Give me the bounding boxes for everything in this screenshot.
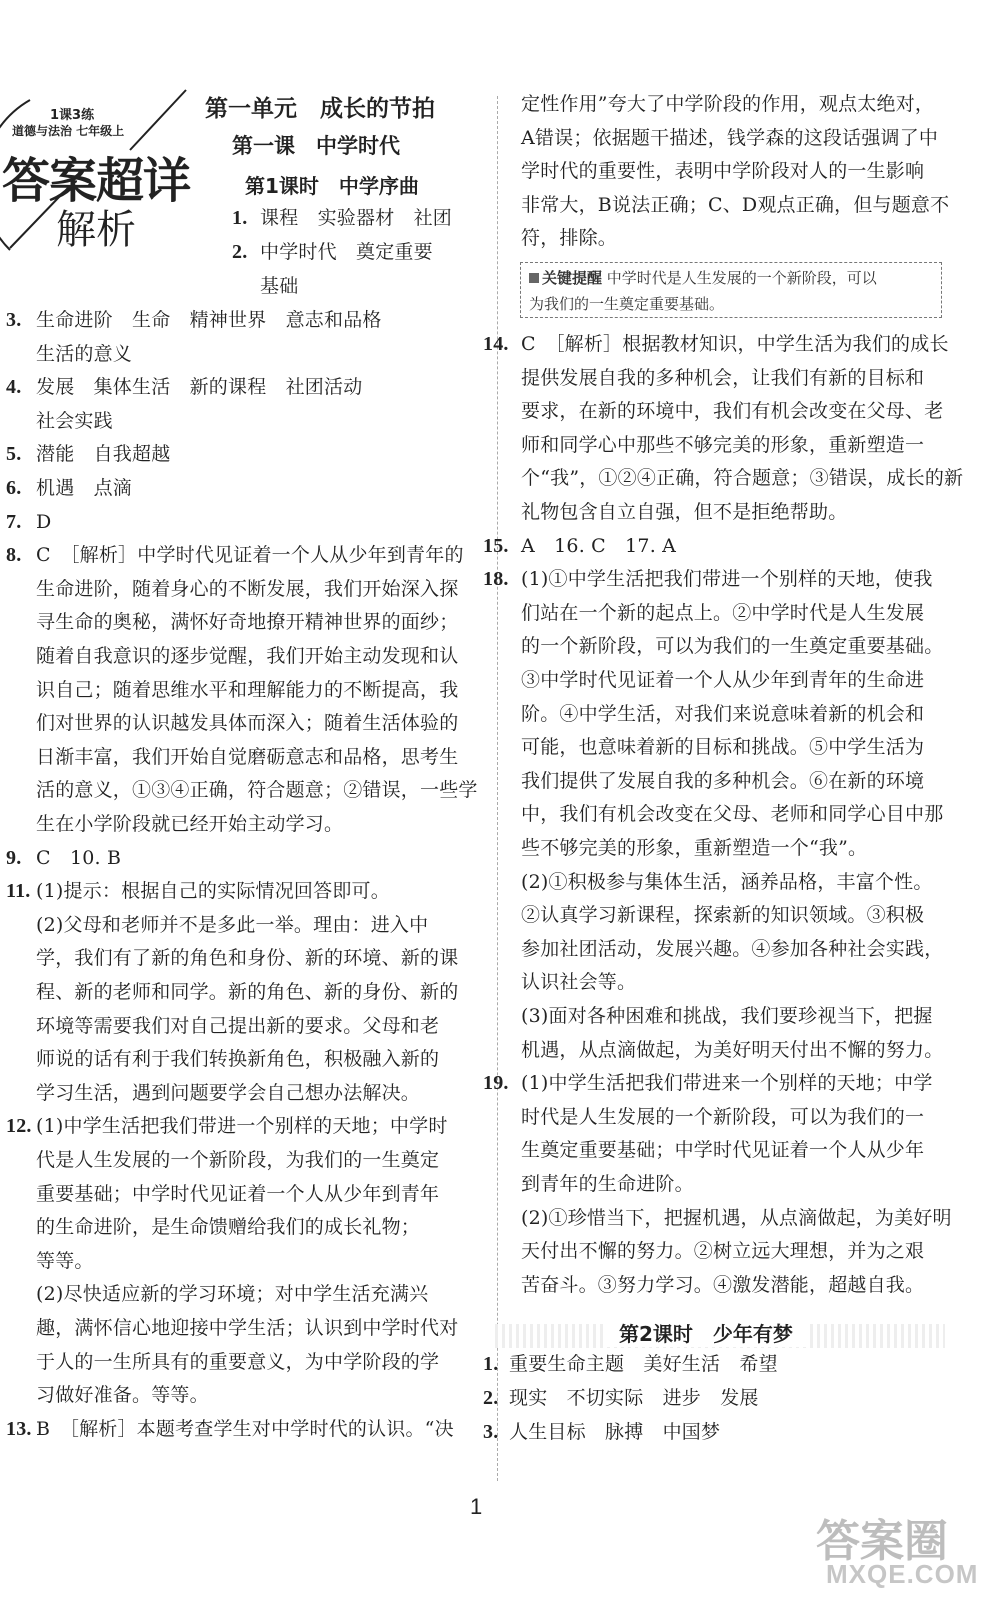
answer-text: (1)①中学生活把我们带进一个别样的天地，使我 xyxy=(521,568,933,591)
left-line xyxy=(6,476,132,500)
right-line xyxy=(483,634,943,658)
left-line xyxy=(232,206,452,230)
right-line xyxy=(483,1138,924,1162)
answer-text: 代是人生发展的一个新阶段，为我们的一生奠定 xyxy=(36,1149,440,1171)
right-line xyxy=(483,567,933,591)
left-line xyxy=(6,577,458,601)
question-number: 14. xyxy=(483,333,509,355)
left-line xyxy=(6,610,458,634)
right-line xyxy=(483,870,933,894)
right-line xyxy=(483,466,963,490)
question-number: 2. xyxy=(232,241,248,263)
right-line xyxy=(483,193,949,217)
key-reminder-box xyxy=(520,262,942,318)
right-line xyxy=(483,1038,943,1062)
question-number: 3. xyxy=(6,309,22,331)
answer-text: 们对世界的认识越发具体而深入；随着生活体验的 xyxy=(36,712,459,735)
left-line xyxy=(232,240,433,264)
right-line xyxy=(483,702,924,726)
answer-text: 师说的话有利于我们转换新角色，积极融入新的 xyxy=(36,1048,440,1071)
answer-text: (1)中学生活把我们带进一个别样的天地；中学时 xyxy=(36,1115,448,1138)
right-line xyxy=(483,433,924,457)
right-line xyxy=(483,1071,933,1095)
right-line xyxy=(483,1206,952,1230)
right-line xyxy=(483,769,924,793)
question-number: 11. xyxy=(6,880,31,903)
left-line xyxy=(6,644,458,668)
right-line xyxy=(483,836,867,860)
left-line xyxy=(6,1316,458,1340)
answer-text: C 10. B xyxy=(36,846,122,869)
left-line xyxy=(232,274,298,298)
left-line xyxy=(6,879,390,903)
right-line xyxy=(483,126,938,150)
question-number: 5. xyxy=(6,443,22,466)
answer-text: (2)①积极参与集体生活，涵养品格，丰富个性。 xyxy=(521,870,933,893)
answer-text: A 16. C 17. A xyxy=(521,534,677,557)
answer-text: 中学时代 奠定重要 xyxy=(260,241,433,263)
right-line xyxy=(483,226,617,250)
logo-big-text: 答案超详 xyxy=(2,153,191,209)
answer-text: 习做好准备。等等。 xyxy=(36,1384,209,1407)
left-line xyxy=(6,913,428,937)
answer-text: 的一个新阶段，可以为我们的一生奠定重要基础。 xyxy=(521,635,944,658)
answer-text: 生奠定重要基础；中学时代见证着一个人从少年 xyxy=(521,1139,925,1162)
right-line xyxy=(483,970,636,994)
left-line xyxy=(6,745,458,769)
reminder-text-1: 中学时代是人生发展的一个新阶段，可以 xyxy=(606,269,877,287)
right-line xyxy=(483,366,924,390)
right-line xyxy=(483,937,943,961)
answer-text: 认识社会等。 xyxy=(521,971,637,994)
question-number: 18. xyxy=(483,568,509,591)
logo-line2: 道德与法治 七年级上 xyxy=(12,124,125,138)
answer-text: 基础 xyxy=(260,275,299,297)
answer-text: 学，我们有了新的角色和身份、新的环境、新的课 xyxy=(36,947,459,970)
left-line xyxy=(6,1383,209,1407)
left-line xyxy=(6,1114,448,1138)
answer-text: 学时代的重要性，表明中学阶段对人的一生影响 xyxy=(521,160,925,183)
period-title: 第1课时 中学序曲 xyxy=(245,174,419,198)
answer-text: 参加社团活动，发展兴趣。④参加各种社会实践， xyxy=(521,937,944,960)
answer-text: 人生目标 脉搏 中国梦 xyxy=(509,1421,721,1443)
period2-line xyxy=(483,1420,720,1444)
left-line xyxy=(6,846,121,870)
watermark-url: MXQE.COM xyxy=(826,1559,979,1589)
left-line xyxy=(6,409,113,433)
unit-title: 第一单元 成长的节拍 xyxy=(205,96,435,122)
question-number: 7. xyxy=(6,510,22,533)
answer-text: 识自己；随着思维水平和理解能力的不断提高，我 xyxy=(36,678,459,701)
lesson-title: 第一课 中学时代 xyxy=(232,134,400,158)
answer-text: 符，排除。 xyxy=(521,227,618,250)
right-line xyxy=(483,399,943,423)
right-line xyxy=(483,802,943,826)
answer-text: 中，我们有机会改变在父母、老师和同学心目中那 xyxy=(521,803,944,826)
answer-text: 生命进阶，随着身心的不断发展，我们开始深入探 xyxy=(36,577,459,600)
right-line xyxy=(483,92,934,116)
left-line xyxy=(6,812,343,836)
right-line xyxy=(483,500,847,524)
answer-text: D xyxy=(36,510,52,533)
answer-text: (2)①珍惜当下，把握机遇，从点滴做起，为美好明 xyxy=(521,1206,952,1229)
answer-text: 个“我”，①②④正确，符合题意；③错误，成长的新 xyxy=(521,467,964,490)
answer-text: C ［解析］根据教材知识，中学生活为我们的成长 xyxy=(521,333,949,355)
left-line xyxy=(6,375,362,399)
answer-text: 生命进阶 生命 精神世界 意志和品格 xyxy=(36,309,382,331)
left-line xyxy=(6,778,478,802)
book-logo xyxy=(0,80,200,260)
left-line xyxy=(6,1350,439,1374)
answer-text: 等等。 xyxy=(36,1249,94,1272)
left-line xyxy=(6,1282,428,1306)
answer-text: 生活的意义 xyxy=(36,342,133,365)
left-line xyxy=(6,1417,454,1441)
answer-text: 随着自我意识的逐步觉醒，我们开始主动发现和认 xyxy=(36,645,459,667)
answer-text: (1)提示：根据自己的实际情况回答即可。 xyxy=(36,880,390,903)
left-line xyxy=(6,543,464,567)
right-line xyxy=(483,1105,924,1129)
question-number: 2. xyxy=(483,1387,499,1409)
left-line xyxy=(6,510,51,534)
logo-small-text: 解析 xyxy=(56,207,136,253)
answer-text: 我们提供了发展自我的多种机会。⑥在新的环境 xyxy=(521,769,925,792)
answer-text: 程、新的老师和同学。新的角色、新的身份、新的 xyxy=(36,981,459,1003)
answer-text: 社会实践 xyxy=(36,409,113,432)
left-line xyxy=(6,1249,94,1273)
answer-text: 发展 集体生活 新的课程 社团活动 xyxy=(36,376,363,399)
logo-line1: 1课3练 xyxy=(50,108,95,123)
answer-text: A错误；依据题干描述，钱学森的这段话强调了中 xyxy=(521,126,939,149)
right-line xyxy=(483,534,676,558)
right-line xyxy=(483,1004,933,1028)
left-line xyxy=(6,1182,439,1206)
question-number: 8. xyxy=(6,544,22,567)
answer-text: 定性作用”夸大了中学阶段的作用，观点太绝对， xyxy=(521,93,935,115)
right-line xyxy=(483,332,949,356)
answer-text: 潜能 自我超越 xyxy=(36,443,171,466)
period2-line xyxy=(483,1386,759,1410)
answer-text: 师和同学心中那些不够完美的形象，重新塑造一 xyxy=(521,433,925,456)
right-line xyxy=(483,1172,694,1196)
answer-text: C ［解析］中学时代见证着一个人从少年到青年的 xyxy=(36,544,464,567)
left-line xyxy=(6,308,382,332)
question-number: 12. xyxy=(6,1115,32,1138)
answer-text: 到青年的生命进阶。 xyxy=(521,1173,694,1195)
answer-text: 环境等需要我们对自己提出新的要求。父母和老 xyxy=(36,1014,440,1037)
right-line xyxy=(483,903,924,927)
answer-text: ②认真学习新课程，探索新的知识领域。③积极 xyxy=(521,904,925,927)
right-line xyxy=(483,1239,924,1263)
reminder-label: 关键提醒 xyxy=(542,269,603,287)
answer-text: 寻生命的奥秘，满怀好奇地撩开精神世界的面纱； xyxy=(36,611,459,634)
right-line xyxy=(483,1273,924,1297)
left-line xyxy=(6,1148,439,1172)
answer-text: 重要基础；中学时代见证着一个人从少年到青年 xyxy=(36,1182,440,1205)
question-number: 9. xyxy=(6,846,22,869)
left-line xyxy=(6,342,132,366)
left-line xyxy=(6,980,458,1004)
watermark-logo-text: 答案圈 xyxy=(816,1516,948,1567)
question-number: 1. xyxy=(483,1353,499,1375)
answer-text: (2)尽快适应新的学习环境；对中学生活充满兴 xyxy=(36,1283,429,1306)
answer-text: 学习生活，遇到问题要学会自己想办法解决。 xyxy=(36,1081,421,1104)
answer-text: 阶。④中学生活，对我们来说意味着新的机会和 xyxy=(521,702,925,725)
answer-text: 非常大，B说法正确；C、D观点正确，但与题意不 xyxy=(521,193,950,216)
question-number: 1. xyxy=(232,207,248,229)
answer-text: 时代是人生发展的一个新阶段，可以为我们的一 xyxy=(521,1105,925,1128)
left-line xyxy=(6,1014,439,1038)
answer-text: 可能，也意味着新的目标和挑战。⑤中学生活为 xyxy=(521,736,925,759)
left-line xyxy=(6,1047,439,1071)
left-line xyxy=(6,442,170,466)
answer-text: (2)父母和老师并不是多此一举。理由：进入中 xyxy=(36,913,429,936)
question-number: 4. xyxy=(6,376,22,399)
answer-text: 生在小学阶段就已经开始主动学习。 xyxy=(36,813,344,835)
answer-text: 的生命进阶，是生命馈赠给我们的成长礼物； xyxy=(36,1216,421,1239)
question-number: 6. xyxy=(6,477,22,499)
left-line xyxy=(6,711,458,735)
answer-text: (3)面对各种困难和挑战，我们要珍视当下，把握 xyxy=(521,1005,933,1027)
answer-text: B ［解析］本题考查学生对中学时代的认识。“决 xyxy=(36,1417,454,1440)
page-number: 1 xyxy=(470,1494,483,1519)
answer-text: 天付出不懈的努力。②树立远大理想，并为之艰 xyxy=(521,1240,925,1263)
left-line xyxy=(6,678,458,702)
right-line xyxy=(483,735,924,759)
left-line xyxy=(6,1215,420,1239)
right-line xyxy=(483,601,924,625)
left-line xyxy=(6,1081,420,1105)
answer-text: 些不够完美的形象，重新塑造一个“我”。 xyxy=(521,837,868,859)
answer-text: 苦奋斗。③努力学习。④激发潜能，超越自我。 xyxy=(521,1273,925,1296)
right-line xyxy=(483,668,924,692)
answer-text: 们站在一个新的起点上。②中学时代是人生发展 xyxy=(521,601,925,624)
question-number: 13. xyxy=(6,1417,32,1440)
answer-text: 活的意义，①③④正确，符合题意；②错误，一些学 xyxy=(36,779,478,802)
period2-line xyxy=(483,1352,778,1376)
answer-text: 要求，在新的环境中，我们有机会改变在父母、老 xyxy=(521,400,944,423)
reminder-square-icon xyxy=(529,273,539,283)
answer-text: (1)中学生活把我们带进来一个别样的天地；中学 xyxy=(521,1072,933,1095)
answer-text: 日渐丰富，我们开始自觉磨砺意志和品格，思考生 xyxy=(36,745,459,768)
question-number: 15. xyxy=(483,534,509,557)
watermark xyxy=(816,1505,986,1595)
answer-text: 于人的一生所具有的重要意义，为中学阶段的学 xyxy=(36,1350,440,1373)
answer-text: ③中学时代见证着一个人从少年到青年的生命进 xyxy=(521,669,925,691)
reminder-text-2: 为我们的一生奠定重要基础。 xyxy=(529,295,725,313)
left-line xyxy=(6,946,458,970)
answer-text: 礼物包含自立自强，但不是拒绝帮助。 xyxy=(521,501,848,523)
answer-text: 课程 实验器材 社团 xyxy=(260,207,453,229)
answer-text: 提供发展自我的多种机会，让我们有新的目标和 xyxy=(521,366,925,389)
right-line xyxy=(483,159,924,183)
period2-header xyxy=(495,1316,945,1356)
question-number: 3. xyxy=(483,1421,499,1443)
answer-text: 现实 不切实际 进步 发展 xyxy=(509,1387,759,1409)
answer-text: 趣，满怀信心地迎接中学生活；认识到中学时代对 xyxy=(36,1317,459,1339)
answer-text: 机遇，从点滴做起，为美好明天付出不懈的努力。 xyxy=(521,1038,944,1061)
answer-text: 重要生命主题 美好生活 希望 xyxy=(509,1353,778,1375)
question-number: 19. xyxy=(483,1072,509,1095)
period2-title: 第2课时 少年有梦 xyxy=(605,1318,807,1347)
answer-text: 机遇 点滴 xyxy=(36,477,133,499)
